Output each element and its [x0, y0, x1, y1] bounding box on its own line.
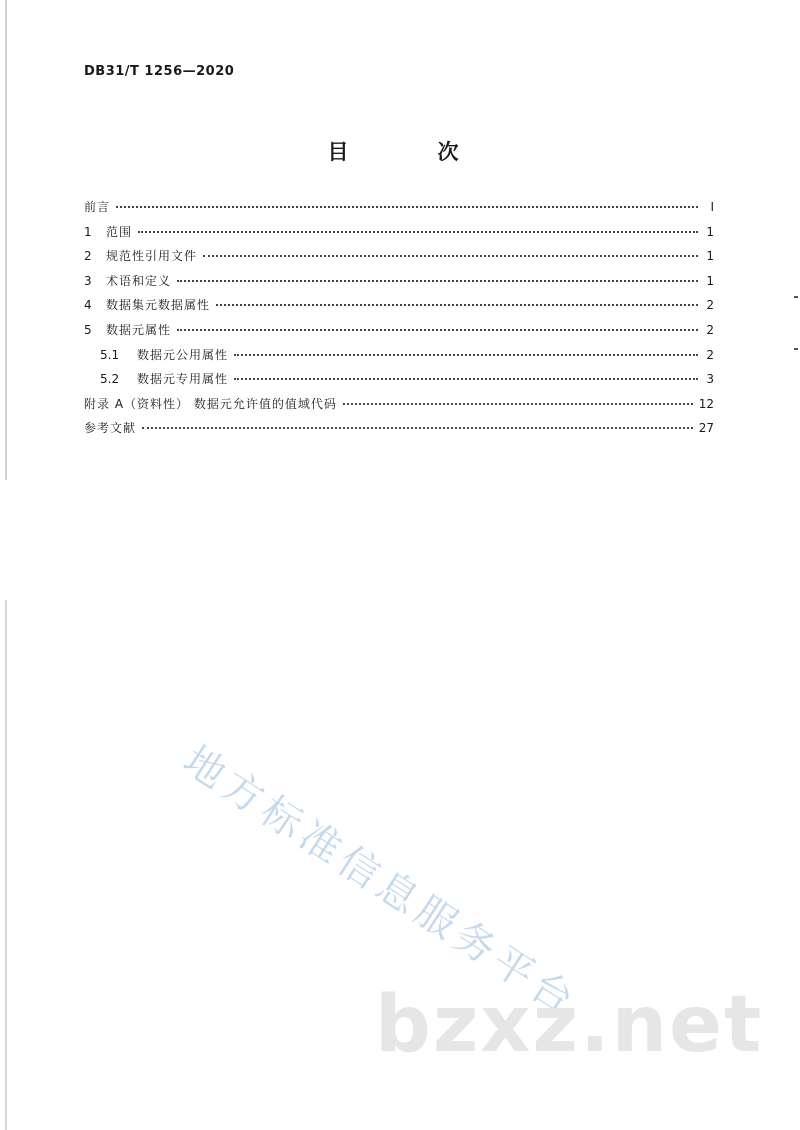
dot-leader [203, 254, 698, 257]
toc-entry-label: 术语和定义 [106, 273, 172, 288]
toc-entry-page: 1 [706, 273, 714, 288]
toc-entry-label: 规范性引用文件 [106, 249, 198, 264]
toc-entry-page: 1 [706, 249, 714, 264]
dot-leader [177, 279, 698, 282]
toc-entry-number: 5.2 [100, 372, 120, 387]
toc-entry-page: 3 [706, 372, 714, 387]
toc-entry[interactable] [84, 247, 714, 272]
toc-entry-label: 数据元公用属性 [137, 347, 229, 362]
toc-entry[interactable] [84, 296, 714, 321]
toc-entry[interactable] [84, 395, 714, 420]
toc-entry-page: 2 [706, 347, 714, 362]
scan-edge [5, 600, 7, 1130]
toc-entry-number: 3 [84, 273, 92, 288]
dot-leader [234, 377, 698, 380]
dot-leader [234, 353, 698, 356]
toc-entry-number: 1 [84, 224, 92, 239]
toc-entry-number: 4 [84, 298, 92, 313]
toc-entry-number: 2 [84, 249, 92, 264]
toc-entry-label: 附录 A（资料性） 数据元允许值的值域代码 [84, 396, 337, 411]
toc-entry-page: 1 [706, 224, 714, 239]
watermark-text: 地方标准信息服务平台 [175, 737, 586, 1027]
dot-leader [142, 426, 693, 429]
toc-entry-label: 范围 [106, 224, 133, 239]
toc-entry-label: 数据元专用属性 [137, 372, 229, 387]
toc-subentry[interactable] [84, 370, 714, 395]
toc-entry[interactable] [84, 419, 714, 444]
toc-entry[interactable] [84, 223, 714, 248]
toc-subentry[interactable] [84, 346, 714, 371]
scan-edge [5, 0, 7, 480]
dot-leader [138, 230, 698, 233]
toc-entry[interactable] [84, 321, 714, 346]
toc-entry[interactable] [84, 198, 714, 223]
scan-mark [794, 296, 798, 298]
toc-entry-label: 数据集元数据属性 [106, 298, 211, 313]
toc-entry-label: 数据元属性 [106, 322, 172, 337]
toc-entry-label: 前言 [84, 200, 111, 214]
table-of-contents [84, 198, 714, 444]
toc-entry-number: 5 [84, 322, 92, 337]
dot-leader [216, 303, 698, 306]
dot-leader [177, 328, 698, 331]
toc-entry-page: Ⅰ [710, 200, 714, 214]
toc-entry[interactable] [84, 272, 714, 297]
document-code: DB31/T 1256—2020 [84, 64, 235, 79]
toc-entry-page: 2 [706, 322, 714, 337]
dot-leader [116, 205, 698, 208]
toc-entry-label: 参考文献 [84, 421, 137, 436]
toc-entry-page: 2 [706, 298, 714, 313]
scan-mark [794, 348, 798, 350]
toc-title: 目 次 [327, 140, 493, 164]
toc-entry-page: 27 [698, 421, 714, 436]
dot-leader [343, 402, 693, 405]
toc-entry-number: 5.1 [100, 347, 120, 362]
watermark-logo: bzxz.net [375, 980, 764, 1070]
toc-entry-page: 12 [698, 396, 714, 411]
